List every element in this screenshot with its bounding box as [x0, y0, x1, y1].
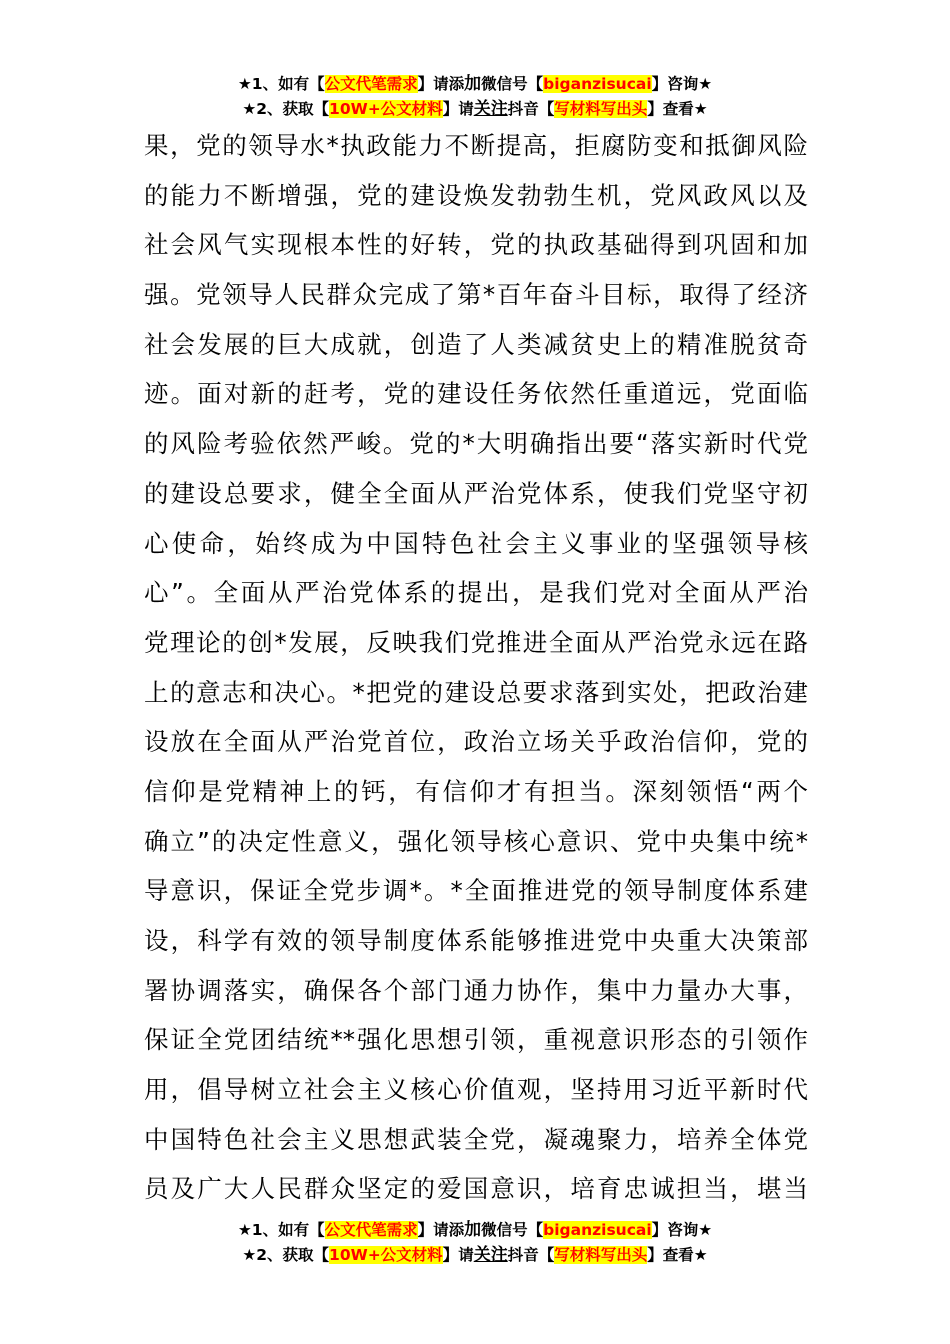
body-line: 上的意志和决心。*把党的建设总要求落到实处，把政治建 [144, 677, 808, 707]
body-line: 的能力不断增强，党的建设焕发勃勃生机，党风政风以及 [144, 180, 808, 210]
body-line: 中国特色社会主义思想武装全党，凝魂聚力，培养全体党 [144, 1124, 808, 1154]
footer-line2-suffix: 】查看★ [647, 1246, 708, 1264]
header-ad-line-2 [0, 97, 950, 122]
footer-highlight-ghostwriting: 公文代笔需求 [324, 1221, 418, 1239]
header-line2-follow: 关注 [473, 99, 508, 119]
header-line2-text: 】请 [442, 100, 474, 118]
footer-line2-follow: 关注 [473, 1245, 508, 1265]
header-ad-line-1 [0, 72, 950, 97]
header-line2-suffix: 】查看★ [647, 100, 708, 118]
footer-banner [0, 1218, 950, 1268]
header-highlight-materials: 10W+公文材料 [329, 100, 443, 118]
footer-line1-text: 】请添 [417, 1221, 465, 1239]
body-line: 署协调落实，确保各个部门通力协作，集中力量办大事， [144, 975, 808, 1005]
body-line: 确立”的决定性意义，强化领导核心意识、党中央集中统* [144, 826, 808, 856]
header-banner [0, 72, 950, 122]
body-line: 设放在全面从严治党首位，政治立场关乎政治信仰，党的 [144, 727, 808, 757]
header-highlight-wechat-id: biganzisucai [543, 75, 652, 93]
footer-ad-line-2 [0, 1243, 950, 1268]
footer-line2-douyin-label: 抖音【 [507, 1246, 555, 1264]
footer-line1-wechat-label: 微信号【 [481, 1221, 544, 1239]
body-line: 迹。面对新的赶考，党的建设任务依然任重道远，党面临 [144, 379, 808, 409]
document-body [144, 121, 808, 1214]
header-line1-text: 】请添 [417, 75, 465, 93]
header-line1-prefix: ★1、如有【 [237, 75, 325, 93]
header-line2-prefix: ★2、获取【 [242, 100, 330, 118]
body-line: 用，倡导树立社会主义核心价值观，坚持用习近平新时代 [144, 1075, 808, 1105]
body-line: 保证全党团结统**强化思想引领，重视意识形态的引领作 [144, 1025, 808, 1055]
footer-highlight-wechat-id: biganzisucai [543, 1221, 652, 1239]
body-line: 的建设总要求，健全全面从严治党体系，使我们党坚守初 [144, 478, 808, 508]
body-line: 强。党领导人民群众完成了第*百年奋斗目标，取得了经济 [144, 280, 808, 310]
body-line: 导意识，保证全党步调*。*全面推进党的领导制度体系建 [144, 876, 808, 906]
footer-line1-suffix: 】咨询★ [651, 1221, 713, 1239]
body-line: 社会风气实现根本性的好转，党的执政基础得到巩固和加 [144, 230, 808, 260]
footer-line1-prefix: ★1、如有【 [237, 1221, 325, 1239]
body-line: 党理论的创*发展，反映我们党推进全面从严治党永远在路 [144, 627, 808, 657]
header-line1-suffix: 】咨询★ [651, 75, 713, 93]
footer-line1-emph: 加 [464, 1220, 482, 1240]
header-highlight-douyin-account: 写材料写出头 [554, 100, 648, 118]
body-line: 心使命，始终成为中国特色社会主义事业的坚强领导核 [144, 528, 808, 558]
body-line: 的风险考验依然严峻。党的*大明确指出要“落实新时代党 [144, 429, 808, 459]
header-line1-emph: 加 [464, 74, 482, 94]
header-line1-wechat-label: 微信号【 [481, 75, 544, 93]
body-line: 信仰是党精神上的钙，有信仰才有担当。深刻领悟“两个 [144, 776, 808, 806]
header-highlight-ghostwriting: 公文代笔需求 [324, 75, 418, 93]
footer-line2-text: 】请 [442, 1246, 474, 1264]
footer-line2-prefix: ★2、获取【 [242, 1246, 330, 1264]
footer-highlight-materials: 10W+公文材料 [329, 1246, 443, 1264]
body-line: 员及广大人民群众坚定的爱国意识，培育忠诚担当，堪当 [144, 1174, 808, 1204]
body-line: 社会发展的巨大成就，创造了人类减贫史上的精准脱贫奇 [144, 329, 808, 359]
footer-ad-line-1 [0, 1218, 950, 1243]
header-line2-douyin-label: 抖音【 [507, 100, 555, 118]
body-line: 心”。全面从严治党体系的提出，是我们党对全面从严治 [144, 578, 808, 608]
body-line: 果，党的领导水*执政能力不断提高，拒腐防变和抵御风险 [144, 131, 808, 160]
body-line: 设，科学有效的领导制度体系能够推进党中央重大决策部 [144, 926, 808, 955]
footer-highlight-douyin-account: 写材料写出头 [554, 1246, 648, 1264]
